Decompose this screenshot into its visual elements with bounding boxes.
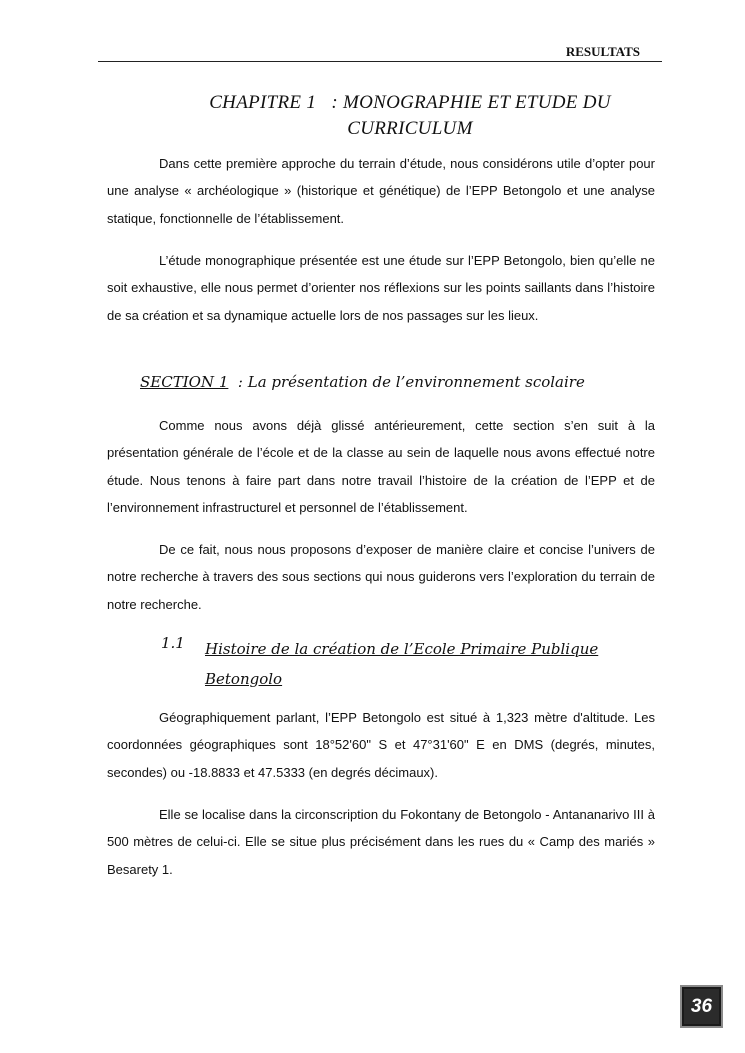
paragraph-5: Géographiquement parlant, l’EPP Betongolo est situé à 1,323 mètre d'altitude. Les coordonnées géographiques sont 18°52'60" S et 47°31'60" E en DMS (degrés, minutes, secondes) ou -18.8833 et 47.5333 (en degrés décimaux). xyxy=(107,710,655,780)
paragraph-6: Elle se localise dans la circonscription du Fokontany de Betongolo - Antananarivo III à 500 mètres de celui-ci. Elle se situe plus précisément dans les rues du « Camp des mariés » Besarety 1. xyxy=(107,807,655,877)
section-title-text: : La présentation de l’environnement scolaire xyxy=(228,373,585,391)
paragraph-4: De ce fait, nous nous proposons d’exposer de manière claire et concise l’univers de notre recherche à travers des sous sections qui nous guiderons vers l’exploration du terrain de notre recherche. xyxy=(107,542,655,612)
paragraph-2: L’étude monographique présentée est une étude sur l’EPP Betongolo, bien qu’elle ne soit exhaustive, elle nous permet d’orienter nos réflexions sur les points saillants dans l’histoire de sa création et sa dynamique actuelle lors de nos passages sur les lieux. xyxy=(107,253,655,323)
section-heading xyxy=(140,373,585,391)
chapter-title xyxy=(150,90,670,142)
header-rule xyxy=(98,61,662,62)
running-header: RESULTATS xyxy=(565,44,640,59)
subsection-title: Histoire de la création de l’Ecole Primaire Publique Betongolo xyxy=(205,640,599,688)
paragraph-3: Comme nous avons déjà glissé antérieurement, cette section s’en suit à la présentation générale de l’école et de la classe au sein de laquelle nous avons effectué notre étude. Nous tenons à faire part dans notre travail l’histoire de la création de l’EPP et de l’environnement infrastructurel et personnel de l’établissement. xyxy=(107,418,655,516)
chapter-title-line-2: CURRICULUM xyxy=(347,118,473,139)
subsection-number: 1.1 xyxy=(161,634,185,652)
paragraph-1: Dans cette première approche du terrain d’étude, nous considérons utile d’opter pour une analyse « archéologique » (historique et génétique) de l’EPP Betongolo et une analyse statique, fonctionnelle de l’établissement. xyxy=(107,156,655,226)
chapter-title-line-1: CHAPITRE 1 : MONOGRAPHIE ET ETUDE DU xyxy=(209,92,611,113)
section-label: SECTION 1 xyxy=(140,373,229,391)
page-number-badge: 36 xyxy=(680,985,723,1028)
